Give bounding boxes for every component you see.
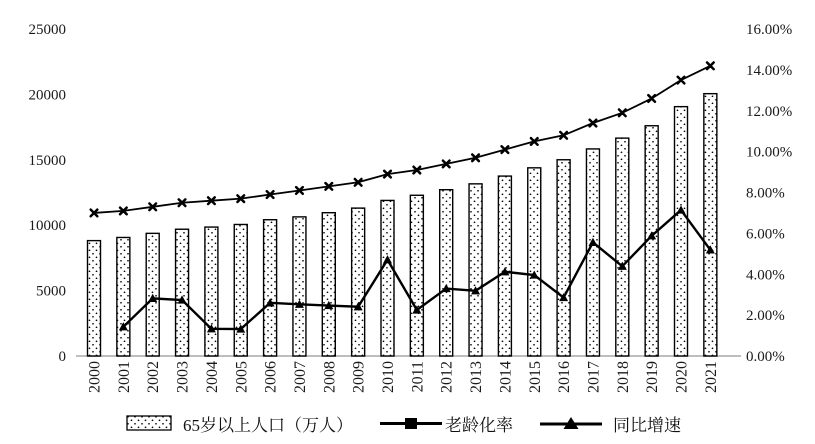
right-axis-tick-label: 4.00%: [746, 267, 785, 284]
left-axis-tick-label: 20000: [28, 87, 66, 104]
x-axis-year-label: 2007: [291, 361, 309, 393]
population-bar: [528, 168, 541, 356]
chart-legend: [126, 406, 681, 440]
population-bar: [410, 195, 423, 356]
left-axis-tick-label: 5000: [36, 283, 66, 300]
population-bar: [352, 208, 365, 356]
x-axis-year-label: 2008: [321, 361, 339, 393]
x-axis-year-label: 2009: [350, 361, 368, 393]
population-bar: [498, 176, 511, 356]
x-axis-year-label: 2006: [262, 361, 280, 393]
right-axis-tick-label: 12.00%: [746, 103, 793, 120]
population-bar: [117, 237, 130, 356]
legend-label-growth: 同比增速: [613, 415, 681, 435]
population-bar: [293, 217, 306, 356]
left-axis-tick-label: 10000: [28, 218, 66, 235]
x-axis-year-label: 2000: [86, 361, 104, 393]
population-bar: [176, 229, 189, 356]
population-bar: [704, 94, 717, 356]
x-axis-year-label: 2011: [409, 361, 427, 393]
x-axis-year-label: 2014: [497, 361, 515, 393]
x-axis-year-label: 2018: [614, 361, 632, 393]
left-axis-tick-label: 0: [58, 349, 66, 365]
right-axis-tick-label: 16.00%: [746, 22, 793, 38]
x-axis-year-label: 2012: [438, 361, 456, 393]
legend-label-population: 65岁以上人口（万人）: [183, 415, 353, 435]
population-bar: [205, 227, 218, 356]
population-bar: [616, 138, 629, 356]
right-axis-tick-label: 2.00%: [746, 308, 785, 325]
x-axis-year-label: 2001: [115, 361, 133, 393]
x-axis-year-label: 2017: [585, 361, 603, 393]
x-axis-year-label: 2004: [203, 361, 221, 393]
legend-item-population: [126, 411, 353, 436]
population-bar: [469, 184, 482, 356]
x-axis-year-label: 2020: [673, 361, 691, 393]
right-axis-tick-label: 6.00%: [746, 226, 785, 243]
population-bar: [440, 190, 453, 356]
x-axis-year-label: 2021: [702, 361, 720, 393]
legend-item-growth: [539, 411, 681, 436]
population-bar: [322, 213, 335, 356]
right-axis-tick-label: 10.00%: [746, 144, 793, 161]
x-axis-year-label: 2003: [174, 361, 192, 393]
x-axis-year-label: 2013: [468, 361, 486, 393]
square-line-swatch-icon: [379, 416, 443, 431]
left-axis-tick-label: 25000: [28, 22, 66, 38]
legend-item-aging-rate: [379, 411, 513, 436]
x-axis-year-label: 2016: [556, 361, 574, 393]
x-axis-year-label: 2002: [145, 361, 163, 393]
left-axis-tick-label: 15000: [28, 152, 66, 169]
right-axis-tick-label: 8.00%: [746, 185, 785, 202]
triangle-line-swatch-icon: [539, 416, 603, 431]
population-bar: [88, 241, 101, 356]
right-axis-tick-label: 0.00%: [746, 349, 785, 365]
population-bar: [675, 107, 688, 356]
population-bar: [234, 224, 247, 356]
population-bar: [557, 160, 570, 356]
population-bar: [381, 200, 394, 356]
right-axis-tick-label: 14.00%: [746, 62, 793, 79]
bar-pattern-swatch-icon: [126, 415, 173, 432]
legend-label-aging-rate: 老龄化率: [445, 415, 513, 435]
x-axis-year-label: 2019: [644, 361, 662, 393]
population-bar: [264, 220, 277, 356]
x-axis-year-label: 2010: [380, 361, 397, 393]
x-axis-year-label: 2005: [233, 361, 251, 393]
x-axis-year-label: 2015: [526, 361, 544, 393]
